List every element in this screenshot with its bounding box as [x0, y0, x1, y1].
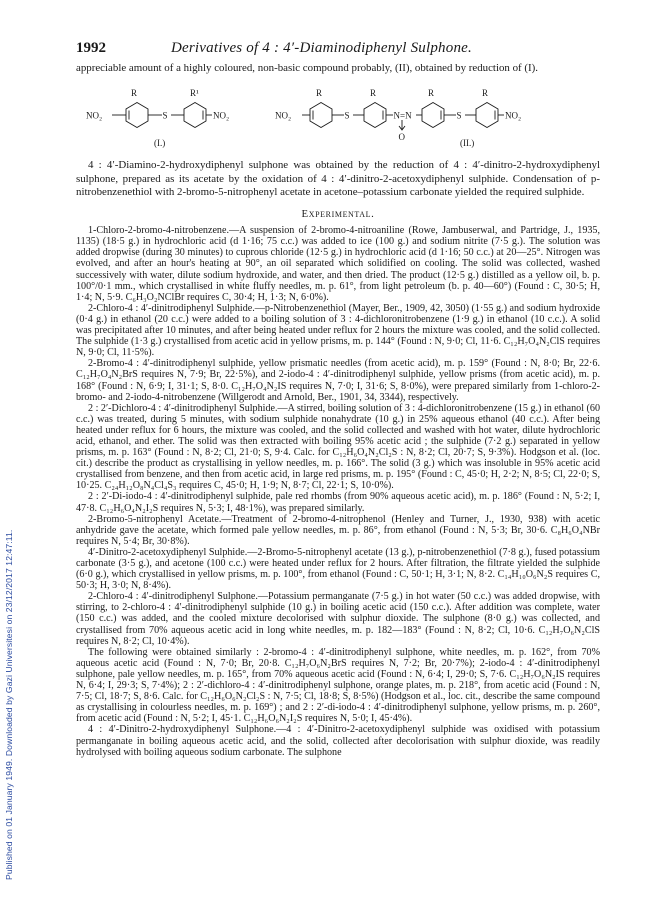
page-number: 1992	[76, 40, 106, 56]
experimental-paragraph: 2 : 2′-Dichloro-4 : 4′-dinitrodiphenyl Sulphide.—A stirred, boiling solution of 3 : 4-dichloronitrobenzene (15 g.) in ethanol (60 c.c.) was treated, during 5 minutes, with sodium sulphide nonahydrate (10 g.) in 25% aqueous ethanol (40 c.c.). After being heated under reflux for 6 hours, the mixture was cooled, and the solid collected and washed with hot water, dilute hydrochloric acid, ethanol, and ether. The solid was then extracted with boiling 95% acetic acid ; the sulphide (7·2 g.) separated in yellow prisms, m. p. 163° (Found : N, 8·2; Cl, 21·0; S, 9·4. Calc. for C₁₂H₆O₄N₂Cl₂S : N, 8·2; Cl, 20·7; S, 9·3%). Hodgson et al. (loc. cit.) describe the product as crystallising in yellow needles, m. p. 166°. The solid (3 g.) which was insoluble in 95% acetic acid crystallised from benzene, and then from acetic acid, in large red prisms, m. p. 195° (Found : C, 45·0; H, 2·2; N, 8·5; Cl, 22·0; S, 10·25. C₂₄H₁₂O₈N₄Cl₄S₃ requires C, 45·0; H, 1·9; N, 8·7; Cl, 22·1; S, 10·0%).	[76, 402, 600, 492]
nitro-group-label: NO₂	[86, 110, 103, 121]
substituent-label: R	[316, 88, 323, 99]
experimental-paragraph: 1-Chloro-2-bromo-4-nitrobenzene.—A suspension of 2-bromo-4-nitroaniline (Rowe, Jambuserwal, and Partridge, J., 1935, 1135) (18·5 g.) in hydrochloric acid (d 1·16; 75 c.c.) was added to ice (100 g.) and sodium nitrite (7·5 g.). The solution was added dropwise (during 30 minutes) to cuprous chloride (12·5 g.) in hydrochloric acid (d 1·16; 50 c.c.) at 20—25°. Nitrogen was evolved, and after an hour's heating at 90°, an oil separated which solidified on cooling. The solid was collected, washed successively with water, dilute sodium hydroxide, and water, and then dried. The product (12·5 g.) distilled as a yellow oil, b. p. 100°/0·1 mm., which crystallised in white fluffy needles, m. p. 61°, from light petroleum (b. p. 40—60°) (Found : C, 30·5; H, 1·4; N, 5·9. C₆H₃O₂NClBr requires C, 30·4; H, 1·3; N, 6·0%).	[76, 225, 600, 303]
formula-one-label: (I.)	[154, 138, 166, 149]
sulfur-label: S	[162, 110, 168, 121]
experimental-paragraph: 2 : 2′-Di-iodo-4 : 4′-dinitrodiphenyl sulphide, pale red rhombs (from 90% aqueous acetic acid), m. p. 186° (Found : N, 5·2; I, 47·8. C₁₂H₆O₄N₂I₂S requires N, 5·3; I, 48·1%), was prepared similarly.	[76, 491, 600, 514]
page	[76, 40, 600, 758]
formula-drawing	[76, 83, 600, 165]
structural-formulas	[76, 83, 600, 165]
intro-paragraph: appreciable amount of a highly coloured, non-basic compound probably, (II), obtained by reduction of (I).	[76, 62, 538, 74]
experimental-paragraph: 4 : 4′-Dinitro-2-hydroxydiphenyl Sulphone.—4 : 4′-Dinitro-2-acetoxydiphenyl sulphide was oxidised with potassium permanganate in boiling aqueous acetic acid, and the solid, collected after decolorisation with sulphur dioxide, was readily hydrolysed with boiling aqueous sodium carbonate. The sulphone	[76, 724, 600, 758]
substituent-label: R	[370, 88, 377, 99]
publication-side-note	[4, 190, 18, 880]
nitro-group-label: NO₂	[213, 110, 230, 121]
substituent-label: R	[428, 88, 435, 99]
experimental-paragraph: 4′-Dinitro-2-acetoxydiphenyl Sulphide.—2-Bromo-5-nitrophenyl acetate (13 g.), p-nitrobenzenethiol (7·8 g.), fused potassium carbonate (3·5 g.), and acetone (100 c.c.) were heated under reflux for 2 hours. After filtration, the filtrate yielded the sulphide (6·0 g.), which crystallised in yellow prisms, m. p. 100°, from ethanol (Found : C, 50·1; H, 3·1; N, 8·2. C₁₄H₁₀O₆N₂S requires C, 50·3; H, 3·0; N, 8·4%).	[76, 546, 600, 592]
side-note-text: Published on 01 January 1949. Downloaded by Gazi Universitesi on 23/12/2017 12:47:11.	[4, 529, 14, 880]
substituent-label: R	[482, 88, 489, 99]
experimental-paragraph: 2-Bromo-5-nitrophenyl Acetate.—Treatment of 2-bromo-4-nitrophenol (Henley and Turner, J., 1930, 938) with acetic anhydride gave the acetate, which formed pale yellow needles, m. p. 86°, from ethanol (Found : N, 5·3; Br, 30·6. C₈H₆O₄NBr requires N, 5·4; Br, 30·8%).	[76, 513, 600, 547]
experimental-paragraph: 2-Bromo-4 : 4′-dinitrodiphenyl sulphide, yellow prismatic needles (from acetic acid), m. p. 159° (Found : N, 8·0; Br, 22·6. C₁₂H₇O₄N₂BrS requires N, 7·9; Br, 22·5%), and 2-iodo-4 : 4′-dinitrodiphenyl sulphide, yellow prisms (from acetic acid), m. p. 168° (Found : N, 6·9; I, 31·1; S, 8·0. C₁₂H₇O₄N₂IS requires N, 7·0; I, 31·6; S, 8·0%), were prepared similarly from 1-chloro-2-bromo- and 2-iodo-4-nitrobenzene (Willgerodt and Arnold, Ber., 1901, 34, 3344), respectively.	[76, 358, 600, 403]
summary-paragraph: 4 : 4′-Diamino-2-hydroxydiphenyl sulphone was obtained by the reduction of 4 : 4′-dinitro-2-hydroxydiphenyl sulphone, prepared as its acetate by the oxidation of 4 : 4′-dinitro-2-acetoxydiphenyl sulphide. Condensation of p-nitrobenzenethiol with 2-bromo-5-nitrophenyl acetate in acetone–potassium carbonate yielded the required sulphide.	[76, 159, 600, 198]
azoxy-group-label: N=N	[393, 110, 412, 121]
formula-two-label: (II.)	[460, 138, 475, 149]
sulfur-label: S	[344, 110, 350, 121]
section-heading: Experimental.	[301, 208, 375, 221]
nitro-group-label: NO₂	[275, 110, 292, 121]
running-header	[76, 40, 600, 62]
experimental-section	[76, 225, 600, 758]
oxygen-label: O	[398, 132, 405, 143]
running-title: Derivatives of 4 : 4′-Diaminodiphenyl Sulphone.	[171, 40, 472, 56]
substituent-label: R	[131, 88, 138, 99]
substituent-label: R¹	[190, 88, 199, 99]
nitro-group-label: NO₂	[505, 110, 522, 121]
experimental-paragraph: 2-Chloro-4 : 4′-dinitrodiphenyl Sulphide.—p-Nitrobenzenethiol (Mayer, Ber., 1909, 42, 3050) (1·55 g.) and sodium hydroxide (0·4 g.) in ethanol (20 c.c.) were added to a boiling solution of 3 : 4-dichloronitrobenzene (1·9 g.) in ethanol (10 c.c.). A solid was precipitated after 10 minutes, and after being heated under reflux for 2 hours the mixture was cooled, and the solid collected. The sulphide (1·3 g.) crystallised from acetic acid in yellow prisms, m. p. 144° (Found : N, 9·0; Cl, 11·6. C₁₂H₇O₄N₂ClS requires N, 9·0; Cl, 11·5%).	[76, 302, 600, 359]
sulfur-label: S	[456, 110, 462, 121]
experimental-paragraph: The following were obtained similarly : 2-bromo-4 : 4′-dinitrodiphenyl sulphone, white needles, m. p. 162°, from 70% aqueous acetic acid (Found : N, 7·0; Br, 20·8. C₁₂H₇O₆N₂BrS requires N, 7·2; Br, 20·7%); 2-iodo-4 : 4′-dinitrodiphenyl sulphone, pale yellow needles, m. p. 165°, from 70% aqueous acetic acid (Found : N, 6·4; I, 29·0; S, 7·6. C₁₂H₇O₆N₂IS requires N, 6·4; I, 29·3; S, 7·4%); 2 : 2′-dichloro-4 : 4′-dinitrodiphenyl sulphone, orange plates, m. p. 218°, from acetic acid (Found : N, 7·5; Cl, 18·7; S, 8·6. Calc. for C₁₂H₆O₆N₂Cl₂S : N, 7·5; Cl, 18·8; S, 8·5%) (Hodgson et al., loc. cit., describe the same compound as crystallising in colourless needles, m. p. 169°) ; and 2 : 2′-di-iodo-4 : 4′-dinitrodiphenyl sulphone, yellow prisms, m. p. 260°, from acetic acid (Found : N, 5·2; I, 45·1. C₁₂H₆O₆N₂I₂S requires N, 5·0; I, 45·4%).	[76, 646, 600, 725]
experimental-paragraph: 2-Chloro-4 : 4′-dinitrodiphenyl Sulphone.—Potassium permanganate (7·5 g.) in hot water (50 c.c.) was added dropwise, with stirring, to 2-chloro-4 : 4′-dinitrodiphenyl sulphide (10 g.) in boiling acetic acid (150 c.c.). After addition was complete, water (150 c.c.) was added, and the cooled mixture decolorised with sulphur dioxide. The sulphone (8·0 g.) was collected, and crystallised from 70% aqueous acetic acid in long white needles, m. p. 182—183° (Found : N, 8·2; Cl, 10·6. C₁₂H₇O₆N₂ClS requires N, 8·2; Cl, 10·4%).	[76, 591, 600, 647]
